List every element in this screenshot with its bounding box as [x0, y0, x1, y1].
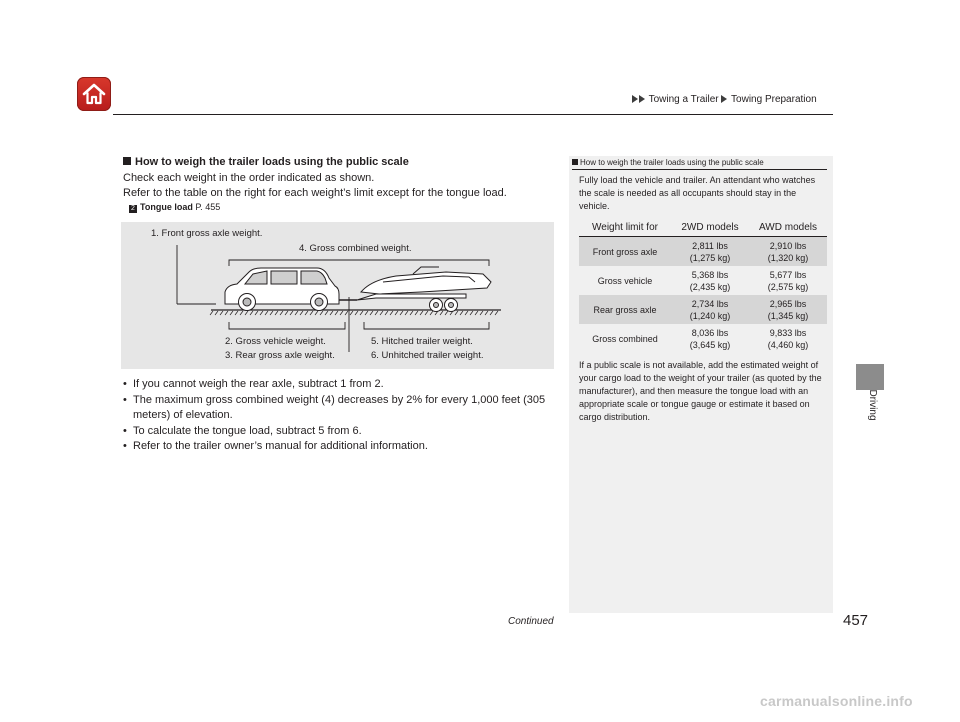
continued-label: Continued	[508, 616, 554, 627]
bullet-list	[123, 377, 563, 455]
diagram-label-rear-axle: 3. Rear gross axle weight.	[225, 350, 335, 361]
reference-arrow-icon: 2	[129, 205, 137, 213]
header-divider	[113, 114, 833, 115]
home-button[interactable]	[77, 77, 111, 111]
square-bullet-icon	[123, 157, 131, 165]
list-item: • To calculate the tongue load, subtract 5 from 6.	[123, 424, 563, 440]
breadcrumb-arrow-icon	[632, 95, 638, 103]
watermark: carmanualsonline.info	[760, 693, 913, 709]
breadcrumb	[632, 94, 817, 105]
home-icon	[77, 77, 111, 111]
chapter-tab-label: Driving	[867, 389, 878, 421]
table-header: AWD models	[749, 220, 827, 237]
list-item: • The maximum gross combined weight (4) decreases by 2% for every 1,000 feet (305 meters) of elevation.	[123, 393, 563, 424]
panel-title: How to weigh the trailer loads using the public scale	[572, 158, 764, 167]
diagram-label-gross-vehicle: 2. Gross vehicle weight.	[225, 336, 326, 347]
diagram-label-gross-combined: 4. Gross combined weight.	[299, 243, 412, 254]
breadcrumb-item[interactable]: Towing a Trailer	[648, 94, 719, 105]
section-title: How to weigh the trailer loads using the public scale	[123, 156, 409, 168]
panel-divider	[572, 169, 827, 170]
table-header: Weight limit for	[579, 220, 671, 237]
instruction-text: Check each weight in the order indicated as shown.	[123, 172, 375, 184]
diagram-label-unhitched-trailer: 6. Unhitched trailer weight.	[371, 350, 484, 361]
table-row: Front gross axle 2,811 lbs (1,275 kg) 2,910 lbs (1,320 kg)	[579, 237, 827, 267]
diagram-label-front-axle: 1. Front gross axle weight.	[151, 228, 263, 239]
breadcrumb-arrow-icon	[721, 95, 727, 103]
panel-note: If a public scale is not available, add the estimated weight of your cargo load to the weight of your trailer (as quoted by the manufacturer), and then measure the tongue load with an appropriate scale or tongue gauge or estimate it based on cargo distribution.	[579, 360, 822, 422]
list-item: • Refer to the trailer owner’s manual for additional information.	[123, 439, 563, 455]
panel-note: Fully load the vehicle and trailer. An attendant who watches the scale is needed as all occupants should stay in the vehicle.	[579, 175, 816, 211]
note-arrow-icon	[572, 159, 578, 165]
weighing-diagram	[121, 222, 554, 369]
breadcrumb-item[interactable]: Towing Preparation	[731, 94, 817, 105]
weight-limit-table	[579, 220, 827, 353]
cross-reference-link[interactable]: 2 Tongue load P. 455	[129, 202, 220, 213]
table-row: Gross combined 8,036 lbs (3,645 kg) 9,833 lbs (4,460 kg)	[592, 327, 809, 350]
breadcrumb-arrow-icon	[639, 95, 645, 103]
table-row: Gross vehicle 5,368 lbs (2,435 kg) 5,677 lbs (2,575 kg)	[597, 269, 809, 292]
diagram-label-hitched-trailer: 5. Hitched trailer weight.	[371, 336, 473, 347]
instruction-text: Refer to the table on the right for each weight’s limit except for the tongue load.	[123, 187, 507, 199]
list-item: • If you cannot weigh the rear axle, subtract 1 from 2.	[123, 377, 563, 393]
table-row: Rear gross axle 2,734 lbs (1,240 kg) 2,965 lbs (1,345 kg)	[579, 295, 827, 324]
table-header: 2WD models	[671, 220, 749, 237]
page-number: 457	[843, 612, 869, 629]
